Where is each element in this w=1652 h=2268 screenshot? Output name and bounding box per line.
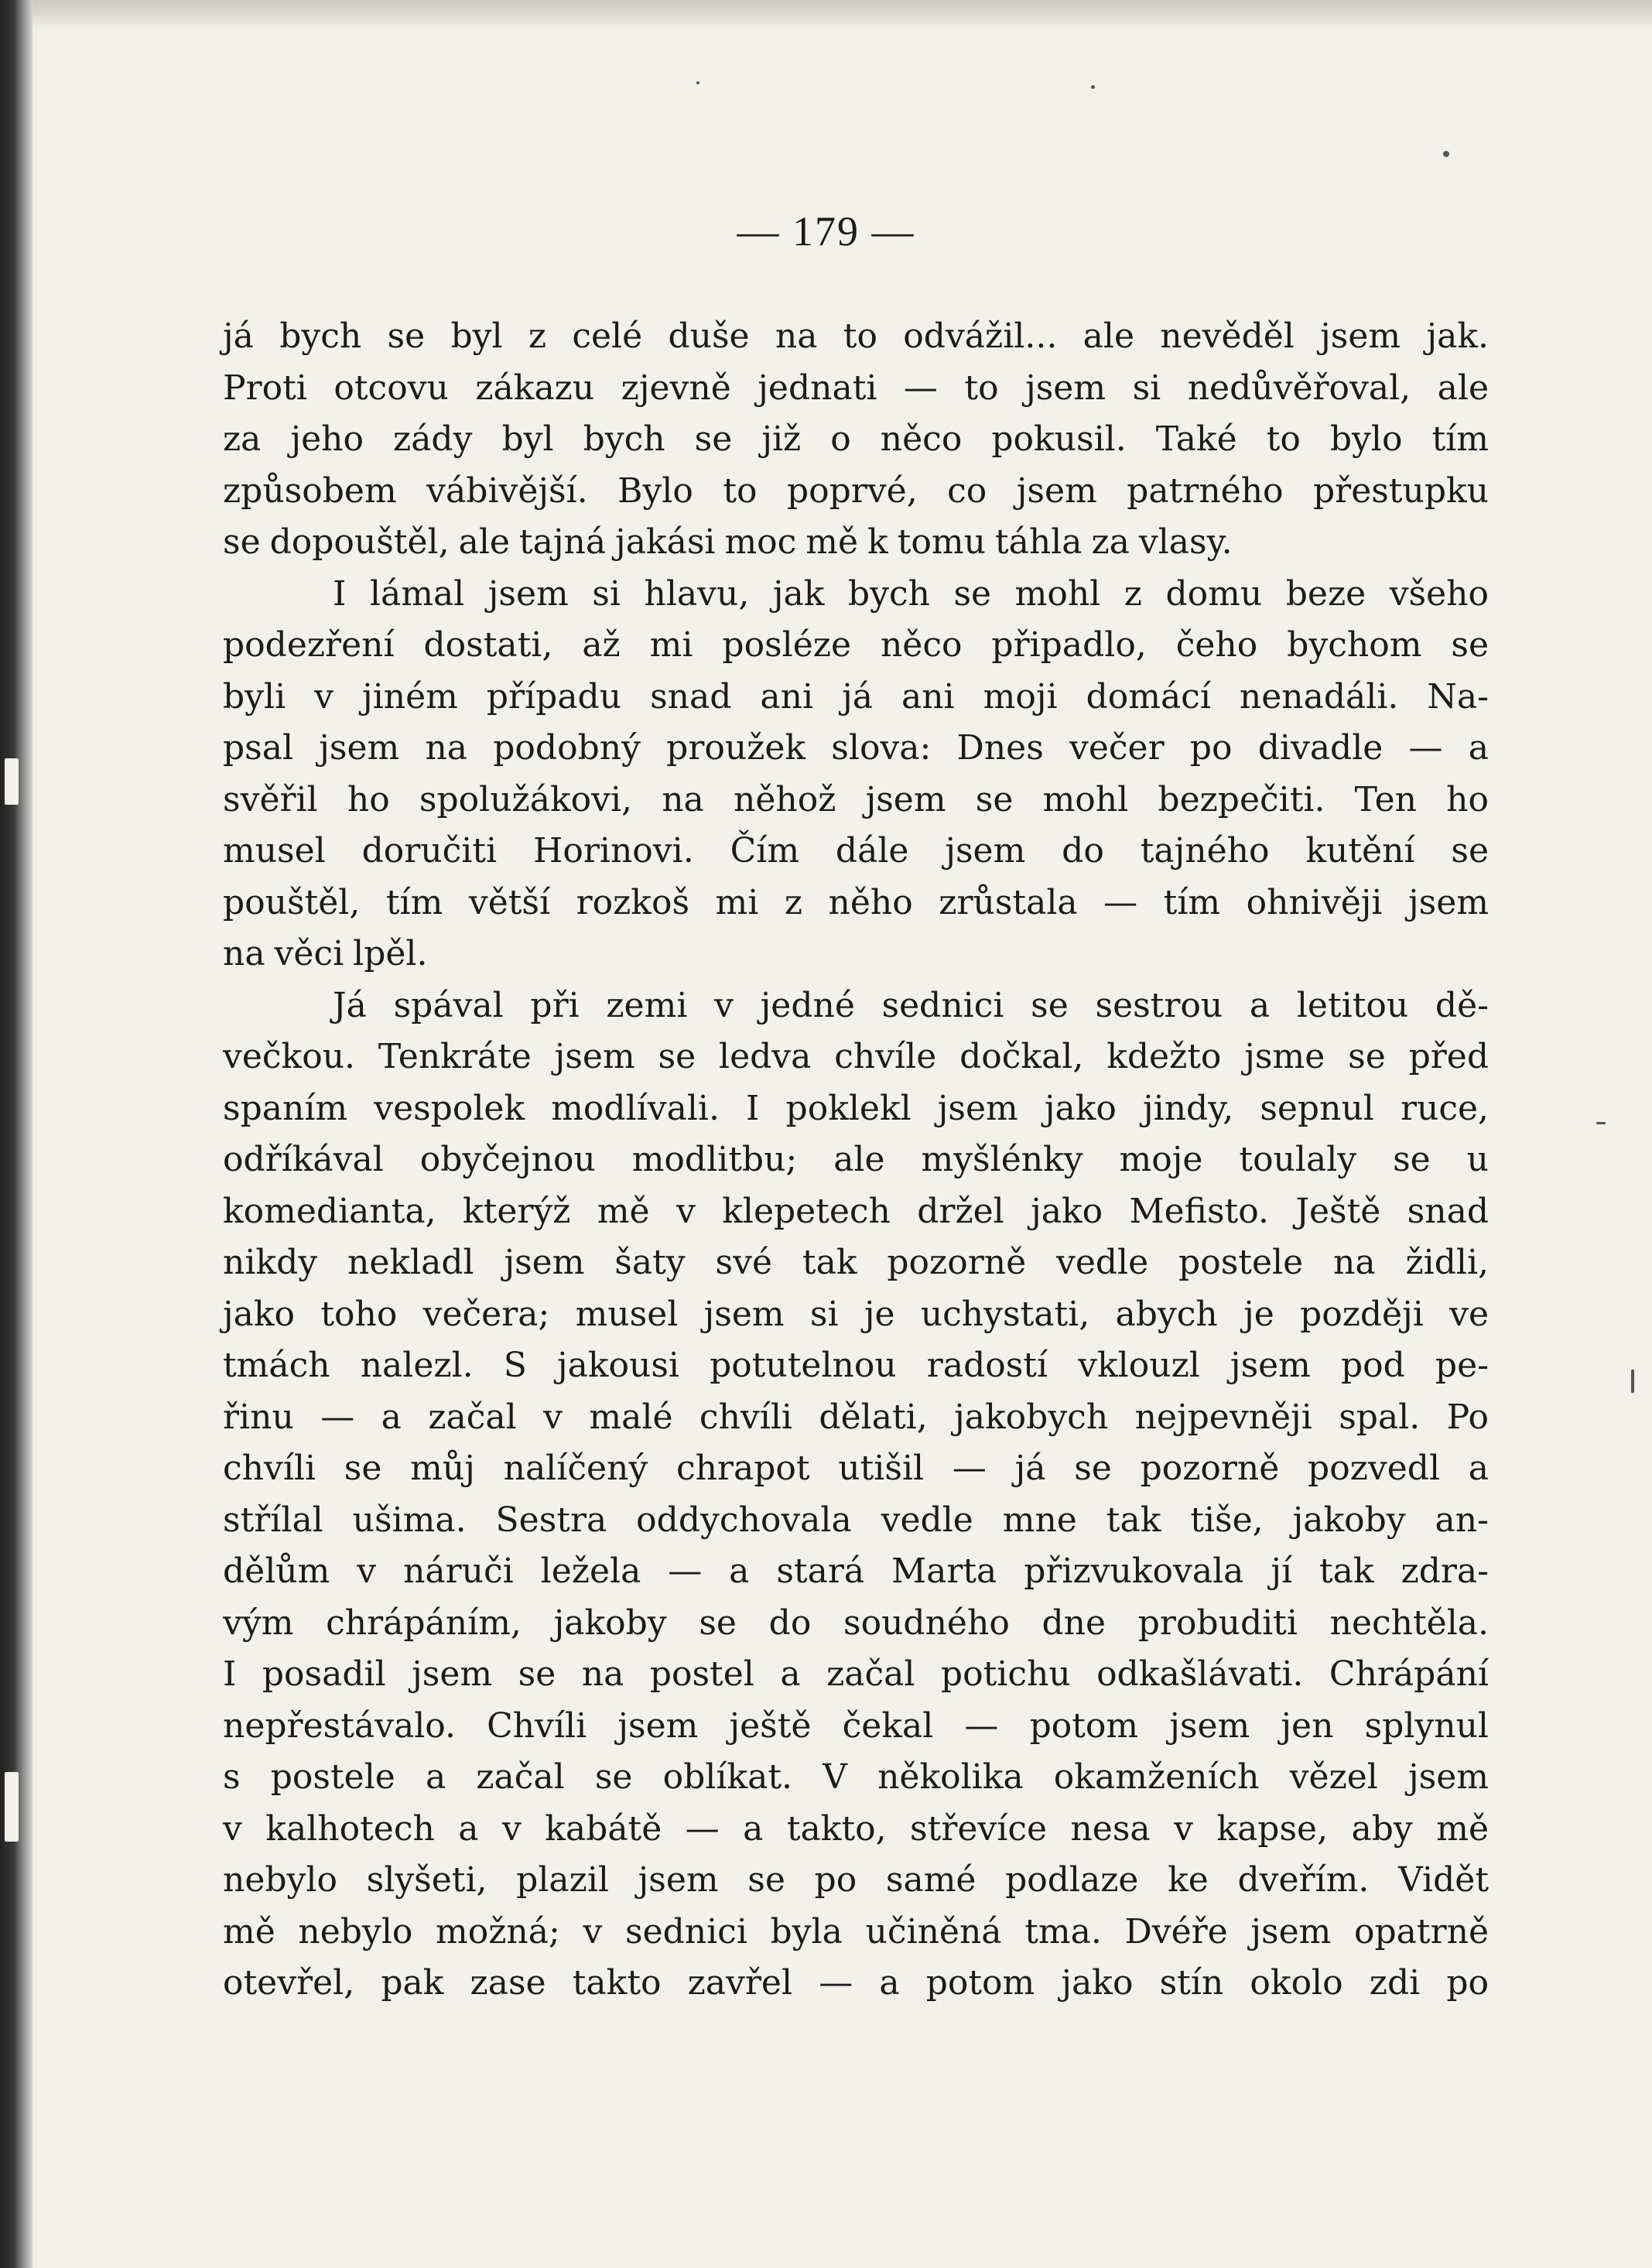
- text-line: se dopouštěl, ale tajná jakási moc mě k tomu táhla za vlasy.: [223, 522, 1233, 562]
- body-text: [223, 311, 1489, 2010]
- text-line: já bych se byl z celé duše na to odvážil... ale nevěděl jsem jak.: [223, 316, 1489, 356]
- scan-speck: [1631, 1370, 1634, 1393]
- text-line: v kalhotech a v kabátě — a takto, střevíce nesa v kapse, aby mě: [223, 1808, 1489, 1849]
- text-line: pouštěl, tím větší rozkoš mi z něho zrůstala — tím ohnivěji jsem: [223, 882, 1489, 922]
- text-line: odříkával obyčejnou modlitbu; ale myšlénky moje toulaly se u: [223, 1140, 1489, 1179]
- text-line: Já spával při zemi v jedné sednici se sestrou a letitou dě-: [333, 985, 1489, 1025]
- text-line: psal jsem na podobný proužek slova: Dnes večer po divadle — a: [223, 728, 1489, 768]
- text-line: večkou. Tenkráte jsem se ledva chvíle dočkal, kdežto jsme se před: [223, 1037, 1489, 1076]
- scan-speck: [1091, 85, 1095, 89]
- text-line: s postele a začal se oblíkat. V několika okamženích vězel jsem: [223, 1757, 1489, 1797]
- text-line: mě nebylo možná; v sednici byla učiněná tma. Dvéře jsem opatrně: [223, 1911, 1489, 1952]
- text-line: tmách nalezl. S jakousi potutelnou radostí vklouzl jsem pod pe-: [223, 1346, 1489, 1385]
- text-line: komedianta, kterýž mě v klepetech držel jako Mefisto. Ještě snad: [223, 1191, 1489, 1231]
- text-line: byli v jiném případu snad ani já ani moji domácí nenadáli. Na-: [223, 676, 1489, 717]
- text-line: chvíli se můj nalíčený chrapot utišil — já se pozorně pozvedl a: [223, 1449, 1489, 1488]
- text-line: podezření dostati, až mi posléze něco připadlo, čeho bychom se: [223, 625, 1489, 665]
- text-line: musel doručiti Horinovi. Čím dále jsem do tajného kutění se: [223, 831, 1489, 871]
- page-top-shadow: [32, 0, 1652, 31]
- page-number: — 179 —: [737, 208, 915, 255]
- text-line: Proti otcovu zákazu zjevně jednati — to jsem si nedůvěřoval, ale: [223, 368, 1489, 408]
- text-line: spaním vespolek modlívali. I poklekl jsem jako jindy, sepnul ruce,: [223, 1088, 1489, 1128]
- text-line: I lámal jsem si hlavu, jak bych se mohl z domu beze všeho: [333, 573, 1489, 614]
- text-line: nikdy nekladl jsem šaty své tak pozorně vedle postele na židli,: [223, 1243, 1489, 1282]
- text-line: vým chrápáním, jakoby se do soudného dne probuditi nechtěla.: [223, 1603, 1489, 1643]
- text-line: I posadil jsem se na postel a začal potichu odkašlávati. Chrápání: [223, 1654, 1489, 1694]
- text-line: řinu — a začal v malé chvíli dělati, jakobych nejpevněji spal. Po: [223, 1397, 1489, 1437]
- scan-speck: [696, 81, 699, 84]
- text-line: otevřel, pak zase takto zavřel — a potom jako stín okolo zdi po: [223, 1963, 1489, 2003]
- page-binding-edge: [0, 0, 32, 2268]
- text-line: nebylo slyšeti, plazil jsem se po samé podlaze ke dveřím. Vidět: [223, 1860, 1489, 1900]
- text-line: nepřestávalo. Chvíli jsem ještě čekal — potom jsem jen splynul: [223, 1705, 1489, 1746]
- text-line: svěřil ho spolužákovi, na něhož jsem se mohl bezpečiti. Ten ho: [223, 779, 1489, 819]
- text-line: způsobem vábivější. Bylo to poprvé, co jsem patrného přestupku: [223, 470, 1489, 511]
- scan-speck: [1596, 1122, 1606, 1124]
- scan-speck: [1443, 151, 1449, 157]
- text-line: na věci lpěl.: [223, 934, 428, 973]
- text-line: dělům v náruči ležela — a stará Marta přizvukovala jí tak zdra-: [223, 1551, 1489, 1591]
- text-line: za jeho zády byl bych se již o něco pokusil. Také to bylo tím: [223, 419, 1489, 459]
- text-line: střílal ušima. Sestra oddychovala vedle mne tak tiše, jakoby an-: [223, 1500, 1489, 1540]
- text-line: jako toho večera; musel jsem si je uchystati, abych je později ve: [223, 1294, 1489, 1334]
